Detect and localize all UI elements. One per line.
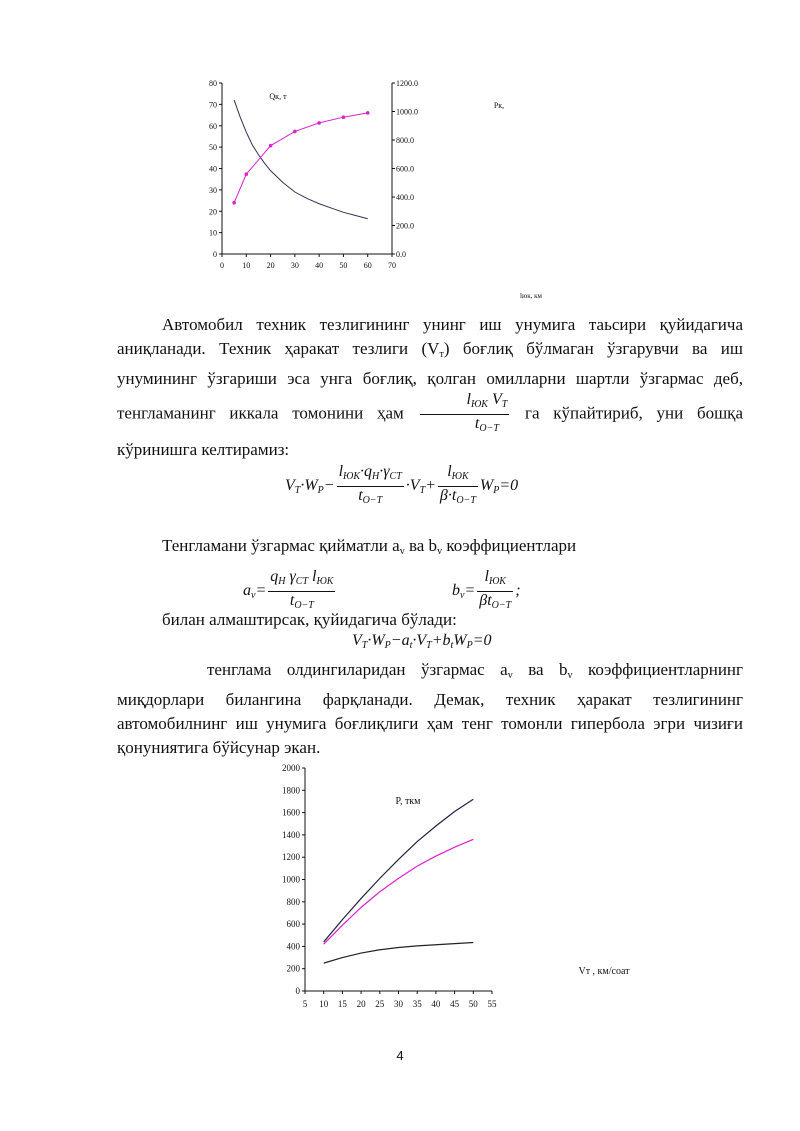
data-point <box>342 115 346 119</box>
x-tick-label: 45 <box>450 999 460 1009</box>
y-right-tick-label: 800.0 <box>396 136 414 145</box>
x-tick-label: 40 <box>315 261 324 270</box>
y-tick-label: 800 <box>286 896 300 907</box>
x-tick-label: 55 <box>487 999 497 1009</box>
y-right-tick-label: 600.0 <box>396 164 414 174</box>
x-tick-label: 25 <box>375 999 385 1009</box>
x-tick-label: 35 <box>412 999 422 1009</box>
data-point <box>366 111 370 115</box>
pk-label: Pк, <box>493 101 505 110</box>
paragraph-substitution: билан алмаштирсак, қуйидагича бўлади: <box>162 610 457 629</box>
lyuk-label: lюк, км <box>520 292 542 300</box>
x-tick-label: 60 <box>363 261 372 270</box>
data-point <box>317 121 321 125</box>
y-left-tick-label: 60 <box>209 121 217 131</box>
data-point <box>244 172 248 176</box>
y-left-tick-label: 20 <box>209 207 217 217</box>
formula-bv: $b_v=$ $\frac{l_{ЮК}}{\beta t_{О-Т}}$ ; <box>452 568 521 611</box>
y-tick-label: 1000 <box>282 874 300 885</box>
data-point <box>293 130 297 134</box>
y-tick-label: 200 <box>286 963 300 974</box>
paragraph-intro: Автомобил техник тезлигининг унинг иш унумига таьсири қуйидагича аниқланади. Техник ҳаракат тезлиги $(V_т)$ боғлиқ бўлмаган ўзгарувчи ва иш унумининг ўзгариши эса унга боғлиқ, қолган омилларни шартли ўзгармас деб, тенгламанинг иккала томонини ҳам $\frac{l_{ЮК} V_Т}{t_{О-Т}}$ га кўпайтириб, уни бошқа кўринишга келтирамиз: <box>117 315 743 459</box>
equation-main: $V_Т\cdot W_Р-$ $\frac{l_{ЮК}\cdot q_Н\cdot\gamma_{СТ}}{t_{О-Т}}$ $\cdot V_Т+$ $\frac{l_{ЮК}}{\beta\cdot t_{О-Т}}$ $W_Р=0$ <box>285 463 519 506</box>
series-line-2 <box>324 839 474 944</box>
x-tick-label: 50 <box>339 261 348 270</box>
equation-short: $V_Т\cdot W_Р-a_t\cdot V_Т+b_tW_Р=0$ <box>352 632 492 651</box>
paragraph-coefficients: Тенгламани ўзгармас қийматли $a_v$ ва $b_v$ коэффициентлари <box>162 536 577 557</box>
y-tick-label: 400 <box>286 941 300 952</box>
y-tick-label: 600 <box>286 919 300 930</box>
series-line-1 <box>324 799 474 942</box>
y-left-tick-label: 50 <box>209 143 217 153</box>
x-tick-label: 70 <box>388 261 396 270</box>
x-tick-label: 10 <box>319 999 329 1009</box>
x-tick-label: 20 <box>266 261 275 270</box>
x-tick-label: 20 <box>356 999 366 1009</box>
y-tick-label: 2000 <box>282 763 300 773</box>
data-point <box>269 144 273 148</box>
series-line-3 <box>324 942 474 963</box>
x-tick-label: 15 <box>337 999 347 1009</box>
formula-av: $a_v=$ $\frac{q_Н \gamma_{СТ} l_{ЮК}}{t_{О-Т}}$ <box>243 568 334 611</box>
y-right-tick-label: 200.0 <box>396 221 414 231</box>
chart-p-vt <box>270 760 650 1020</box>
y-tick-label: 0 <box>295 986 300 996</box>
qk-label: Qк, т <box>269 92 287 101</box>
x-tick-label: 5 <box>302 999 308 1009</box>
y-tick-label: 1800 <box>282 785 300 796</box>
x-tick-label: 30 <box>290 261 299 270</box>
y-left-tick-label: 0 <box>213 250 217 259</box>
y-right-tick-label: 0.0 <box>396 250 406 259</box>
data-point <box>232 201 236 205</box>
series-line-1 <box>234 100 368 219</box>
fraction-lyuk-vt: $\frac{l_{ЮК} V_Т}{t_{О-Т}}$ <box>420 391 510 438</box>
paragraph-conclusion: тенглама олдингиларидан ўзгармас $a_v$ ва $b_v$ коэффициентларнинг миқдорлари билангина фарқланади. Демак, техник ҳаракат тезлигининг автомобилнинг иш унумига боғлиқлиги ҳам тенг томонли гипербола эгри чизиғи қонуниятига бўйсунар экан. <box>117 660 744 757</box>
y-left-tick-label: 80 <box>209 79 217 88</box>
x-tick-label: 0 <box>220 261 224 270</box>
y-left-tick-label: 10 <box>209 228 217 238</box>
y-tick-label: 1400 <box>282 829 300 840</box>
y-left-tick-label: 70 <box>209 100 217 110</box>
vt-label: Vт , км/соат <box>578 966 630 977</box>
y-left-tick-label: 30 <box>209 185 217 195</box>
x-tick-label: 40 <box>431 999 441 1009</box>
page-number: 4 <box>396 1048 404 1063</box>
y-right-tick-label: 400.0 <box>396 193 414 202</box>
p-tkm-label: P, ткм <box>395 796 421 807</box>
y-tick-label: 1200 <box>282 852 300 863</box>
x-tick-label: 10 <box>242 261 251 270</box>
x-tick-label: 50 <box>468 999 478 1009</box>
series-line-2 <box>234 113 368 203</box>
y-right-tick-label: 1200.0 <box>396 79 418 88</box>
y-left-tick-label: 40 <box>209 164 217 174</box>
y-right-tick-label: 1000.0 <box>396 107 418 117</box>
x-tick-label: 30 <box>394 999 403 1009</box>
y-tick-label: 1600 <box>282 807 300 818</box>
chart-qk-pk <box>195 75 555 305</box>
